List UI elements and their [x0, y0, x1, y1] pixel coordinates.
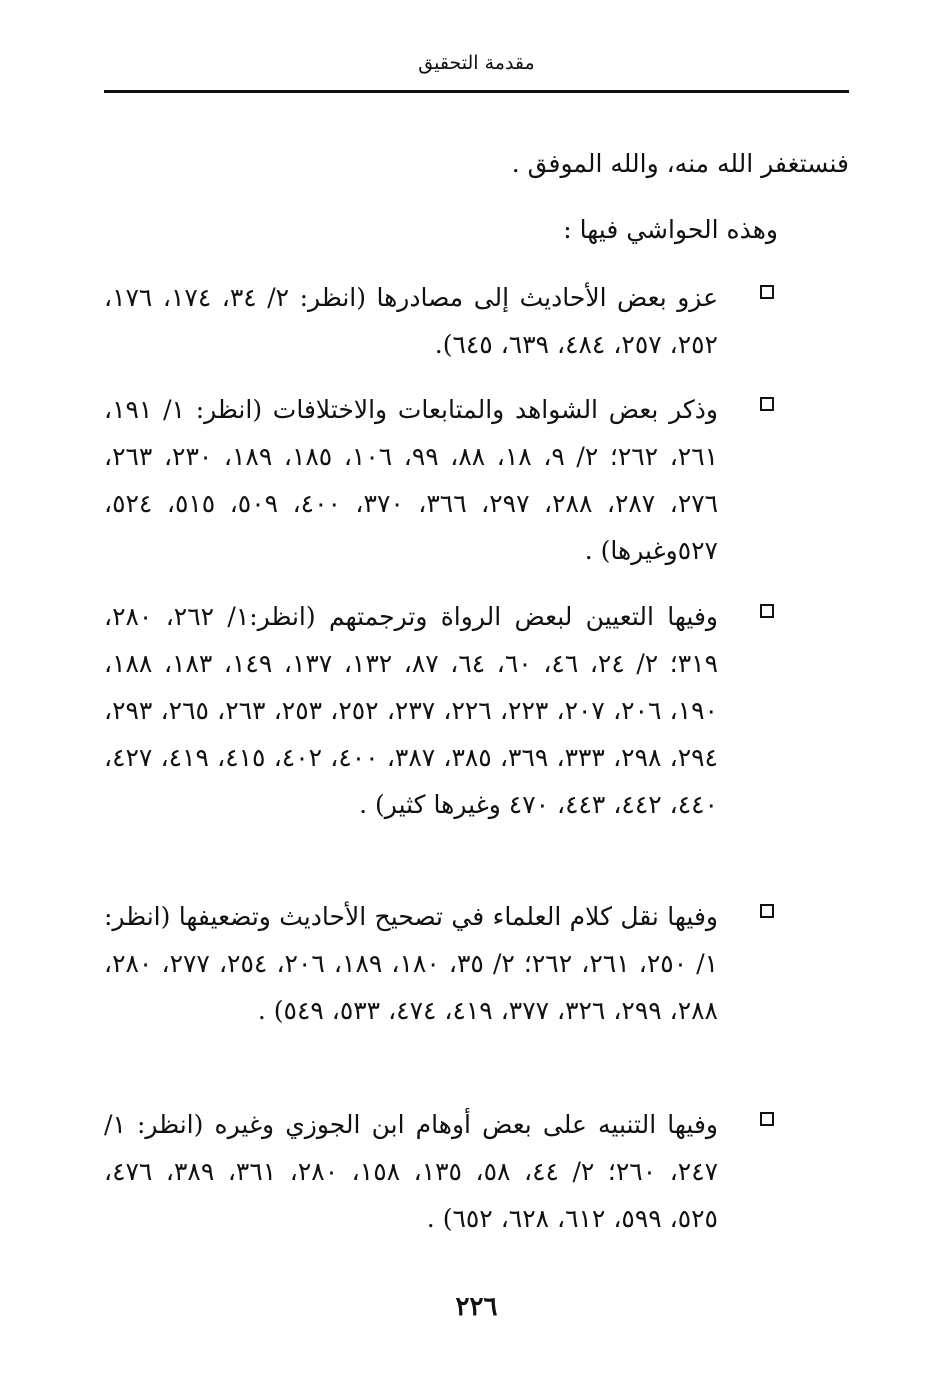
checkbox-bullet-icon — [760, 904, 774, 918]
list-item-text: عزو بعض الأحاديث إلى مصادرها (انظر: ٢/ ٣٤، ١٧٤، ١٧٦، ٢٥٢، ٢٥٧، ٤٨٤، ٦٣٩، ٦٤٥). — [104, 283, 719, 359]
intro-line-1: فنستغفر الله منه، والله الموفق . — [511, 149, 849, 178]
checkbox-bullet-icon — [760, 285, 774, 299]
header-rule — [104, 90, 849, 93]
list-item-text: وفيها نقل كلام العلماء في تصحيح الأحاديث وتضعيفها (انظر: ١/ ٢٥٠، ٢٦١، ٢٦٢؛ ٢/ ٣٥، ١٨٠، ١٨٩، ٢٠٦، ٢٥٤، ٢٧٧، ٢٨٠، ٢٨٨، ٢٩٩، ٣٢٦، ٣٧٧، ٤١٩، ٤٧٤، ٥٣٣، ٥٤٩) . — [104, 902, 719, 1025]
page-number: ٢٢٦ — [455, 1292, 498, 1322]
checkbox-bullet-icon — [760, 397, 774, 411]
running-header: مقدمة التحقيق — [418, 52, 535, 74]
list-item-text: وفيها التنبيه على بعض أوهام ابن الجوزي وغيره (انظر: ١/ ٢٤٧، ٢٦٠؛ ٢/ ٤٤، ٥٨، ١٣٥، ١٥٨، ٢٨٠، ٣٦١، ٣٨٩، ٤٧٦، ٥٢٥، ٥٩٩، ٦١٢، ٦٢٨، ٦٥٢) . — [104, 1110, 719, 1233]
checkbox-bullet-icon — [760, 604, 774, 618]
intro-line-2: وهذه الحواشي فيها : — [563, 215, 778, 244]
list-item-text: وفيها التعيين لبعض الرواة وترجمتهم (انظر:١/ ٢٦٢، ٢٨٠، ٣١٩؛ ٢/ ٢٤، ٤٦، ٦٠، ٦٤، ٨٧، ١٣٢، ١٣٧، ١٤٩، ١٨٣، ١٨٨، ١٩٠، ٢٠٦، ٢٠٧، ٢٢٣، ٢٢٦، ٢٣٧، ٢٥٢، ٢٥٣، ٢٦٣، ٢٦٥، ٢٩٣، ٢٩٤، ٢٩٨، ٣٣٣، ٣٦٩، ٣٨٥، ٣٨٧، ٤٠٠، ٤٠٢، ٤١٥، ٤١٩، ٤٢٧، ٤٤٠، ٤٤٢، ٤٤٣، ٤٧٠ وغيرها كثير) . — [104, 602, 719, 819]
checkbox-bullet-icon — [760, 1112, 774, 1126]
list-item-text: وذكر بعض الشواهد والمتابعات والاختلافات (انظر: ١/ ١٩١، ٢٦١، ٢٦٢؛ ٢/ ٩، ١٨، ٨٨، ٩٩، ١٠٦، ١٨٥، ١٨٩، ٢٣٠، ٢٦٣، ٢٧٦، ٢٨٧، ٢٨٨، ٢٩٧، ٣٦٦، ٣٧٠، ٤٠٠، ٥٠٩، ٥١٥، ٥٢٤، ٥٢٧وغيرها) . — [104, 395, 719, 565]
